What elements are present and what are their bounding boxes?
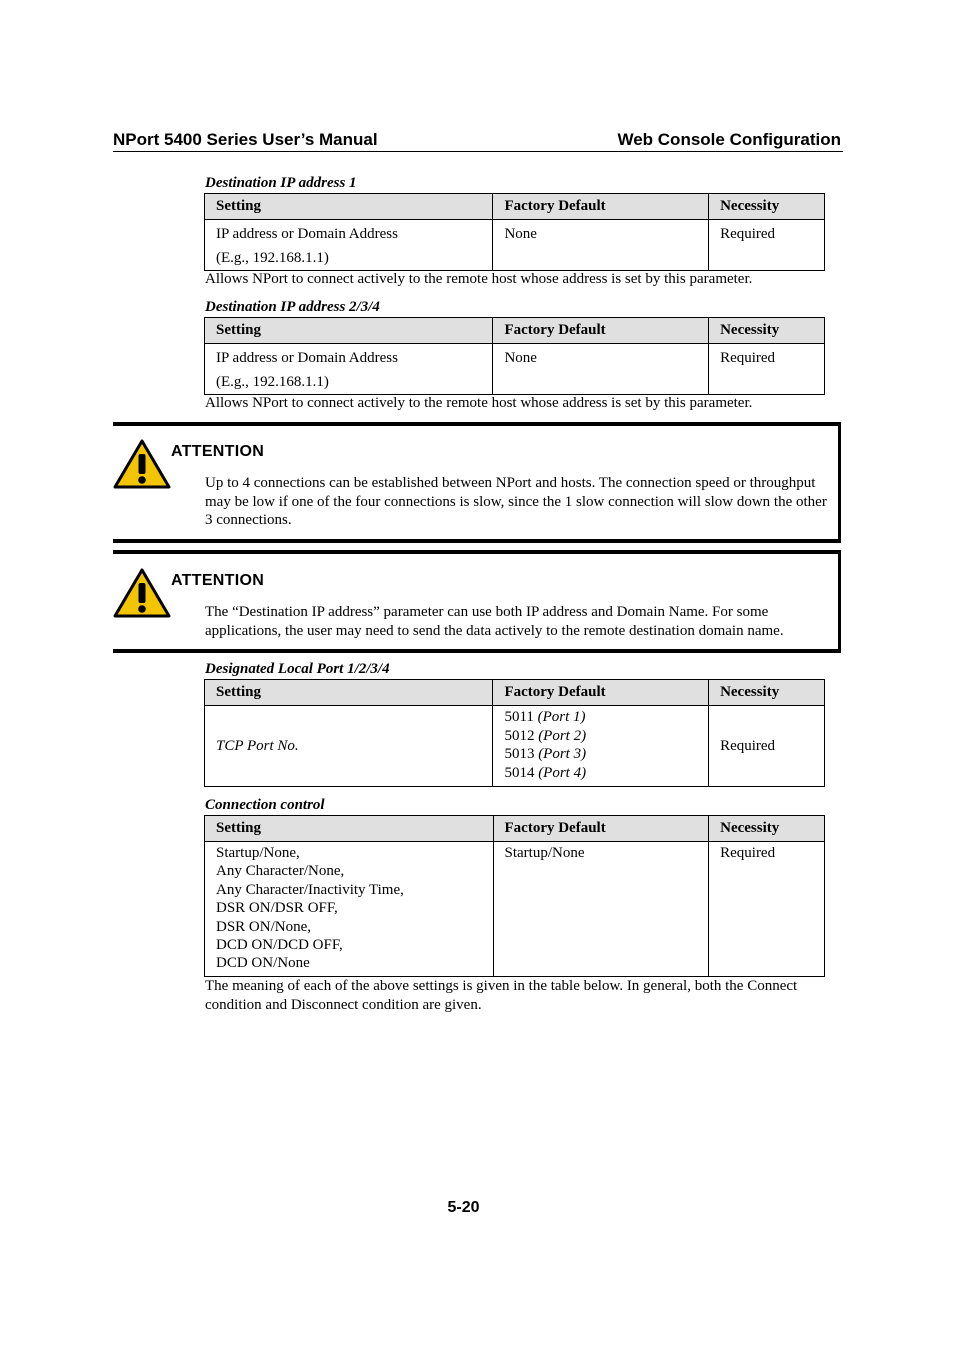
setting-line: Any Character/None,: [216, 863, 345, 880]
section-description: Allows NPort to connect actively to the remote host whose address is set by this parameter.: [205, 395, 753, 411]
column-header-factory-default: Factory Default: [493, 318, 709, 344]
default-cell: [493, 706, 709, 787]
default-cell: Startup/None: [493, 842, 709, 977]
attention-text: The “Destination IP address” parameter can use both IP address and Domain Name. For some applications, the user may need to send the data actively to the remote destination domain name.: [205, 604, 784, 639]
table-row: [205, 706, 825, 787]
column-header-factory-default: Factory Default: [493, 194, 709, 220]
default-line: [504, 745, 697, 764]
port-number: 5014: [504, 764, 535, 781]
necessity-cell: Required: [709, 220, 825, 271]
setting-line: DSR ON/None,: [216, 918, 312, 935]
table-destination-ip-1: [204, 193, 825, 271]
table-header-row: [205, 318, 825, 344]
running-header-title: NPort 5400 Series User’s Manual: [113, 130, 378, 149]
default-cell: None: [493, 344, 709, 395]
port-label: (Port 3): [538, 746, 587, 762]
warning-icon: [113, 438, 171, 490]
column-header-setting: Setting: [205, 680, 493, 706]
necessity-cell: Required: [709, 706, 825, 787]
setting-line: DCD ON/DCD OFF,: [216, 937, 343, 954]
header-rule: [113, 151, 843, 152]
table-header-row: [205, 816, 825, 842]
setting-cell: [205, 344, 493, 395]
setting-line: DCD ON/None: [216, 955, 310, 972]
warning-icon: [113, 567, 171, 619]
attention-box: [113, 422, 841, 543]
section-title-destination-ip-234: Destination IP address 2/3/4: [205, 299, 380, 315]
port-label: (Port 1): [537, 709, 586, 725]
setting-line: IP address or Domain Address: [216, 350, 398, 366]
column-header-factory-default: Factory Default: [493, 680, 709, 706]
port-number: 5012: [504, 727, 535, 744]
setting-line: IP address or Domain Address: [216, 226, 398, 242]
port-label: (Port 2): [538, 727, 587, 744]
necessity-cell: Required: [709, 344, 825, 395]
attention-title: ATTENTION: [171, 443, 265, 460]
column-header-necessity: Necessity: [709, 680, 825, 706]
page-number: 5-20: [447, 1199, 480, 1216]
setting-cell: TCP Port No.: [205, 706, 493, 787]
port-label: (Port 4): [538, 764, 587, 781]
section-title-destination-ip-1: Destination IP address 1: [205, 175, 357, 191]
table-connection-control: [204, 815, 825, 977]
setting-line: (E.g., 192.168.1.1): [216, 374, 329, 390]
column-header-necessity: Necessity: [709, 816, 825, 842]
default-line: [504, 708, 697, 727]
setting-line: Any Character/Inactivity Time,: [216, 881, 404, 898]
table-destination-ip-234: [204, 317, 825, 395]
table-row: [205, 842, 825, 977]
table-header-row: [205, 194, 825, 220]
port-number: 5013: [504, 746, 535, 762]
table-row: [205, 344, 825, 395]
port-number: 5011: [504, 709, 534, 725]
attention-text: Up to 4 connections can be established between NPort and hosts. The connection speed or throughput may be low if one of the four connections is slow, since the 1 slow connection will slow down the other 3 connections.: [205, 475, 827, 528]
column-header-necessity: Necessity: [709, 194, 825, 220]
column-header-necessity: Necessity: [709, 318, 825, 344]
setting-line: (E.g., 192.168.1.1): [216, 250, 329, 266]
necessity-cell: Required: [709, 842, 825, 977]
table-header-row: [205, 680, 825, 706]
default-cell: None: [493, 220, 709, 271]
table-row: [205, 220, 825, 271]
section-description: The meaning of each of the above settings is given in the table below. In general, both the Connect condition and Disconnect condition are given.: [205, 978, 798, 1013]
column-header-setting: Setting: [205, 194, 493, 220]
attention-title: ATTENTION: [171, 572, 265, 589]
section-description: Allows NPort to connect actively to the remote host whose address is set by this parameter.: [205, 271, 753, 287]
column-header-setting: Setting: [205, 816, 494, 842]
section-title-local-port: Designated Local Port 1/2/3/4: [205, 661, 390, 677]
setting-line: Startup/None,: [216, 845, 300, 861]
setting-cell: [205, 842, 494, 977]
table-local-port: [204, 679, 825, 787]
column-header-setting: Setting: [205, 318, 493, 344]
setting-cell: [205, 220, 493, 271]
default-line: [504, 764, 697, 783]
running-header-chapter: Web Console Configuration: [617, 130, 841, 149]
attention-box: [113, 550, 841, 653]
setting-line: DSR ON/DSR OFF,: [216, 900, 338, 917]
section-title-connection-control: Connection control: [205, 797, 325, 813]
column-header-factory-default: Factory Default: [493, 816, 709, 842]
default-line: [504, 727, 697, 746]
